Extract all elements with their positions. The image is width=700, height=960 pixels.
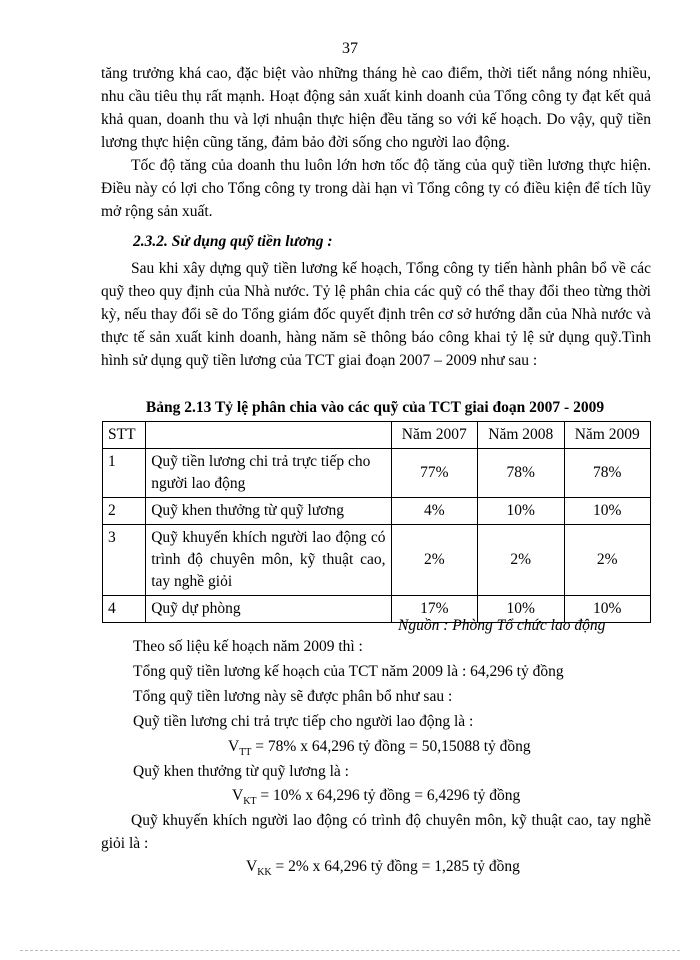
table-row bbox=[103, 498, 651, 525]
calc-line-6: Quỹ khuyến khích người lao động có trình độ chuyên môn, kỹ thuật cao, tay nghề giỏi là : bbox=[101, 812, 651, 852]
formula-subscript: TT bbox=[239, 747, 252, 759]
table-caption: Bảng 2.13 Tỷ lệ phân chia vào các quỹ của TCT giai đoạn 2007 - 2009 bbox=[145, 399, 605, 416]
calc-line-2: Tổng quỹ tiền lương kế hoạch của TCT năm 2009 là : 64,296 tỷ đồng bbox=[133, 663, 564, 680]
fund-allocation-table bbox=[102, 421, 651, 623]
section-text bbox=[101, 257, 651, 372]
calc-paragraph bbox=[101, 809, 651, 855]
formula-expression: = 2% x 64,296 tỷ đồng = 1,285 tỷ đồng bbox=[271, 858, 520, 875]
formula-subscript: KK bbox=[257, 867, 272, 879]
cell-2009: 10% bbox=[564, 498, 651, 525]
calc-line-1: Theo số liệu kế hoạch năm 2009 thì : bbox=[133, 638, 363, 655]
paragraph-intro-1: tăng trưởng khá cao, đặc biệt vào những tháng hè cao điểm, thời tiết nắng nóng nhiều, nhu cầu tiêu thụ rất mạnh. Hoạt động sản xuất kinh doanh của Tổng công ty đạt kết quả khả quan, doanh thu và lợi nhuận thực hiện đều tăng so với kế hoạch. Do vậy, quỹ tiền lương thực hiện cũng tăng, đảm bảo đời sống cho người lao động. bbox=[101, 65, 651, 151]
formula-vkk bbox=[246, 858, 520, 878]
formula-var: V bbox=[232, 787, 244, 804]
formula-subscript: KT bbox=[243, 796, 257, 808]
cell-2007: 77% bbox=[391, 449, 477, 498]
cell-fund-name: Quỹ dự phòng bbox=[146, 596, 391, 623]
cell-2009: 78% bbox=[564, 449, 651, 498]
header-fund bbox=[146, 422, 391, 449]
cell-2008: 10% bbox=[478, 596, 564, 623]
cell-fund-name: Quỹ khen thưởng từ quỹ lương bbox=[146, 498, 391, 525]
cell-2009: 2% bbox=[564, 525, 651, 596]
header-2008: Năm 2008 bbox=[478, 422, 564, 449]
cell-fund-name: Quỹ tiền lương chi trả trực tiếp cho người lao động bbox=[146, 449, 391, 498]
table-row bbox=[103, 525, 651, 596]
cell-stt: 1 bbox=[103, 449, 146, 498]
formula-expression: = 78% x 64,296 tỷ đồng = 50,15088 tỷ đồng bbox=[251, 738, 531, 755]
calc-line-4: Quỹ tiền lương chi trả trực tiếp cho người lao động là : bbox=[133, 713, 474, 730]
cell-stt: 2 bbox=[103, 498, 146, 525]
header-stt: STT bbox=[103, 422, 146, 449]
cell-fund-name: Quỹ khuyến khích người lao động có trình độ chuyên môn, kỹ thuật cao, tay nghề giỏi bbox=[146, 525, 391, 596]
header-2007: Năm 2007 bbox=[391, 422, 477, 449]
formula-var: V bbox=[228, 738, 240, 755]
cell-2007: 4% bbox=[391, 498, 477, 525]
cell-2008: 78% bbox=[478, 449, 564, 498]
formula-vkt bbox=[232, 787, 520, 807]
table-source: Nguồn : Phòng Tổ chức lao động bbox=[398, 617, 606, 634]
cell-2008: 10% bbox=[478, 498, 564, 525]
cell-stt: 3 bbox=[103, 525, 146, 596]
formula-expression: = 10% x 64,296 tỷ đồng = 6,4296 tỷ đồng bbox=[256, 787, 521, 804]
cell-2007: 2% bbox=[391, 525, 477, 596]
calc-line-5: Quỹ khen thưởng từ quỹ lương là : bbox=[133, 763, 349, 780]
section-heading: 2.3.2. Sử dụng quỹ tiền lương : bbox=[133, 233, 333, 250]
page-number: 37 bbox=[342, 40, 358, 57]
cell-2007: 17% bbox=[391, 596, 477, 623]
intro-text bbox=[101, 62, 651, 223]
paragraph-section: Sau khi xây dựng quỹ tiền lương kế hoạch, Tổng công ty tiến hành phân bổ về các quỹ theo quy định của Nhà nước. Tỷ lệ phân chia các quỹ có thể thay đổi theo từng thời kỳ, nếu thay đổi sẽ do Tổng giám đốc quyết định trên cơ sở hướng dẫn của Nhà nước và thực tế sản xuất kinh doanh, hàng năm sẽ thông báo công khai tỷ lệ sử dụng quỹ.Tình hình sử dụng quỹ tiền lương của TCT giai đoạn 2007 – 2009 như sau : bbox=[101, 260, 651, 369]
paragraph-intro-2: Tốc độ tăng của doanh thu luôn lớn hơn tốc độ tăng của quỹ tiền lương thực hiện. Điều này có lợi cho Tổng công ty trong dài hạn vì Tổng công ty có điều kiện để tích lũy mở rộng sản xuất. bbox=[101, 157, 651, 220]
header-2009: Năm 2009 bbox=[564, 422, 651, 449]
table-row bbox=[103, 449, 651, 498]
cell-2009: 10% bbox=[564, 596, 651, 623]
cell-stt: 4 bbox=[103, 596, 146, 623]
calc-line-3: Tổng quỹ tiền lương này sẽ được phân bổ như sau : bbox=[133, 688, 453, 705]
table-header-row bbox=[103, 422, 651, 449]
formula-var: V bbox=[246, 858, 258, 875]
page-bottom-divider bbox=[20, 950, 680, 951]
formula-vtt bbox=[228, 738, 531, 758]
cell-2008: 2% bbox=[478, 525, 564, 596]
